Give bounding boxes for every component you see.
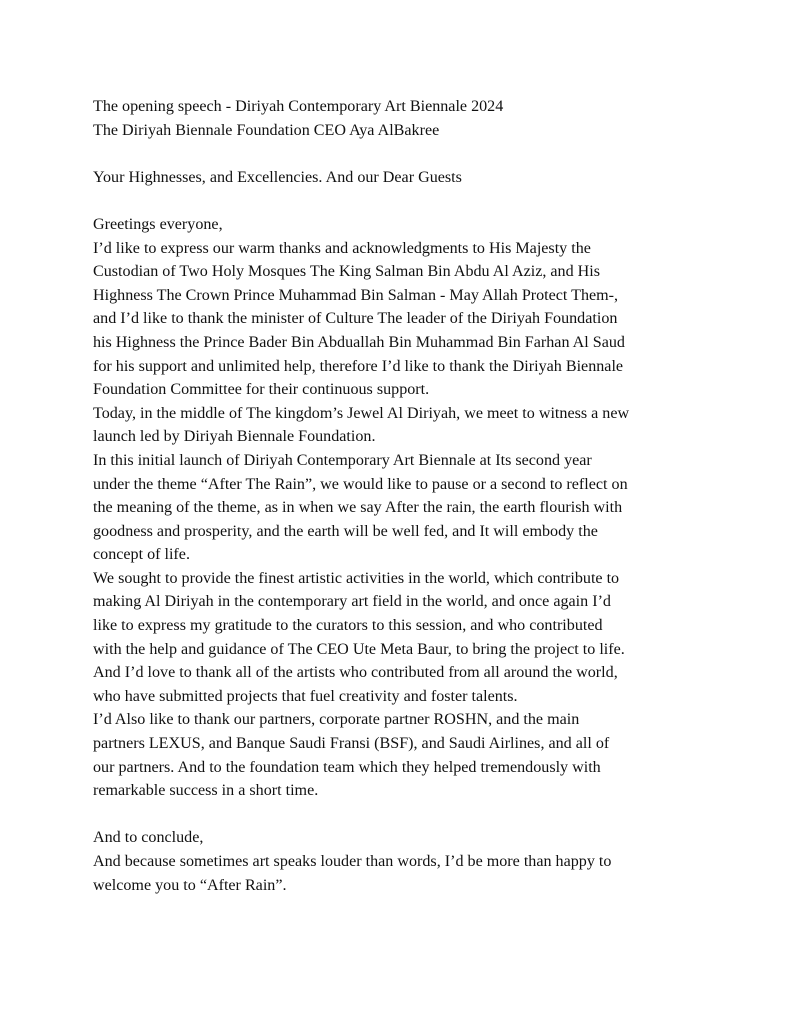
- body-line: the meaning of the theme, as in when we say After the rain, the earth flourish with: [93, 499, 623, 517]
- body-line: with the help and guidance of The CEO Ute Meta Baur, to bring the project to life.: [93, 640, 625, 658]
- body-line: goodness and prosperity, and the earth will be well fed, and It will embody the: [93, 522, 598, 540]
- closing-line: welcome you to “After Rain”.: [93, 876, 287, 894]
- body-line: making Al Diriyah in the contemporary art field in the world, and once again I’d: [93, 593, 611, 611]
- speech-document: [93, 95, 733, 897]
- paragraph-gap: [93, 142, 733, 166]
- closing-line: And to conclude,: [93, 829, 204, 847]
- body-line: We sought to provide the finest artistic activities in the world, which contribute to: [93, 569, 620, 587]
- body-line: I’d Also like to thank our partners, corporate partner ROSHN, and the main: [93, 711, 580, 729]
- closing-line: And because sometimes art speaks louder than words, I’d be more than happy to: [93, 853, 612, 870]
- body-line: Today, in the middle of The kingdom’s Jewel Al Diriyah, we meet to witness a new: [93, 404, 630, 422]
- title-line-1: The opening speech - Diriyah Contemporary Art Biennale 2024: [93, 98, 504, 115]
- body-line: And I’d love to thank all of the artists who contributed from all around the world,: [93, 664, 618, 682]
- body-line: partners LEXUS, and Banque Saudi Fransi (BSF), and Saudi Airlines, and all of: [93, 735, 610, 753]
- salutation-line: Your Highnesses, and Excellencies. And our Dear Guests: [93, 168, 462, 186]
- paragraph-gap: [93, 803, 733, 827]
- body-line: our partners. And to the foundation team which they helped tremendously with: [93, 758, 601, 776]
- body-line: Highness The Crown Prince Muhammad Bin Salman - May Allah Protect Them-,: [93, 286, 619, 304]
- body-line: remarkable success in a short time.: [93, 782, 319, 800]
- body-line: concept of life.: [93, 546, 190, 564]
- body-line: I’d like to express our warm thanks and acknowledgments to His Majesty the: [93, 239, 591, 257]
- body-line: under the theme “After The Rain”, we would like to pause or a second to reflect on: [93, 475, 628, 493]
- body-line: like to express my gratitude to the curators to this session, and who contributed: [93, 617, 603, 635]
- body-line: Custodian of Two Holy Mosques The King Salman Bin Abdu Al Aziz, and His: [93, 263, 601, 281]
- paragraph-gap: [93, 189, 733, 213]
- body-line: for his support and unlimited help, therefore I’d like to thank the Diriyah Biennale: [93, 357, 624, 375]
- body-line: who have submitted projects that fuel creativity and foster talents.: [93, 687, 518, 705]
- body-line: In this initial launch of Diriyah Contemporary Art Biennale at Its second year: [93, 451, 592, 469]
- body-line: Foundation Committee for their continuous support.: [93, 381, 430, 399]
- title-line-2: The Diriyah Biennale Foundation CEO Aya AlBakree: [93, 121, 440, 139]
- body-line: and I’d like to thank the minister of Culture The leader of the Diriyah Foundation: [93, 310, 618, 328]
- body-line: Greetings everyone,: [93, 215, 223, 233]
- body-line: his Highness the Prince Bader Bin Abduallah Bin Muhammad Bin Farhan Al Saud: [93, 333, 625, 351]
- body-line: launch led by Diriyah Biennale Foundation.: [93, 428, 376, 446]
